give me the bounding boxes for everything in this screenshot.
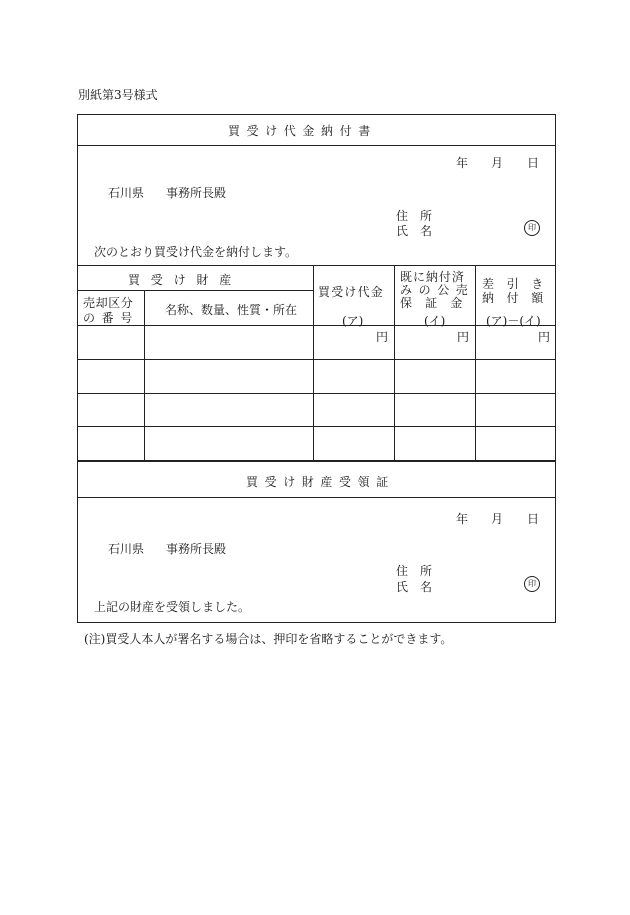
col-divider-number (144, 290, 145, 460)
receipt-seal-icon: 印 (524, 576, 540, 592)
col-diff-line2: 納付額 (482, 291, 556, 305)
header-bottom-border (77, 325, 556, 326)
table-bottom-border (77, 460, 556, 462)
receipt-name-label: 氏 名 (396, 580, 433, 594)
name-label: 氏 名 (396, 224, 433, 238)
col-number-line1: 売却区分 (83, 296, 134, 310)
date-month: 月 (491, 156, 504, 170)
col-deposit-line1: 既に納付済 (400, 270, 465, 284)
col-deposit-mark: (イ) (424, 314, 446, 328)
receipt-date-year: 年 (456, 512, 469, 526)
col-deposit-line3: 保証金 (400, 296, 476, 310)
col-diff-mark: (ア)－(イ) (486, 314, 541, 328)
payment-statement: 次のとおり買受け代金を納付します。 (94, 245, 298, 259)
seal-icon: 印 (524, 220, 540, 236)
payment-title: 買受け代金納付書 (228, 124, 377, 138)
col-price-header: 買受け代金 (318, 285, 385, 299)
col-diff-line1: 差引き (482, 277, 556, 291)
addressee-prefecture: 石川県 (108, 186, 145, 200)
unit-diff: 円 (538, 330, 551, 344)
group-header-purchased-property: 買受け財産 (128, 273, 243, 287)
form-frame (77, 114, 556, 623)
group-header-divider (77, 290, 313, 291)
address-label: 住 所 (396, 209, 433, 223)
row-divider-1 (77, 359, 556, 360)
receipt-address-label: 住 所 (396, 564, 433, 578)
date-year: 年 (456, 156, 469, 170)
receipt-date-month: 月 (491, 512, 504, 526)
receipt-addressee-prefecture: 石川県 (108, 542, 145, 556)
title-divider (77, 145, 556, 146)
col-number-line2: の番号 (83, 311, 139, 325)
receipt-title: 買受け財産受領証 (246, 475, 395, 489)
addressee-office: 事務所長殿 (166, 186, 227, 200)
col-price-mark: (ア) (342, 314, 364, 328)
col-name-header: 名称、数量、性質・所在 (165, 303, 298, 317)
date-day: 日 (527, 156, 540, 170)
col-divider-price (394, 265, 395, 460)
row-divider-3 (77, 426, 556, 427)
receipt-date-day: 日 (527, 512, 540, 526)
form-label: 別紙第3号様式 (78, 88, 158, 102)
footnote: (注)買受人本人が署名する場合は、押印を省略することができます。 (84, 632, 453, 646)
receipt-title-divider (77, 497, 556, 498)
unit-deposit: 円 (457, 330, 470, 344)
col-deposit-line2: みの公売 (400, 283, 475, 297)
table-top-border (77, 265, 556, 266)
receipt-statement: 上記の財産を受領しました。 (94, 600, 251, 614)
receipt-addressee-office: 事務所長殿 (166, 542, 227, 556)
unit-price: 円 (376, 330, 389, 344)
col-divider-name (313, 265, 314, 460)
row-divider-2 (77, 393, 556, 394)
